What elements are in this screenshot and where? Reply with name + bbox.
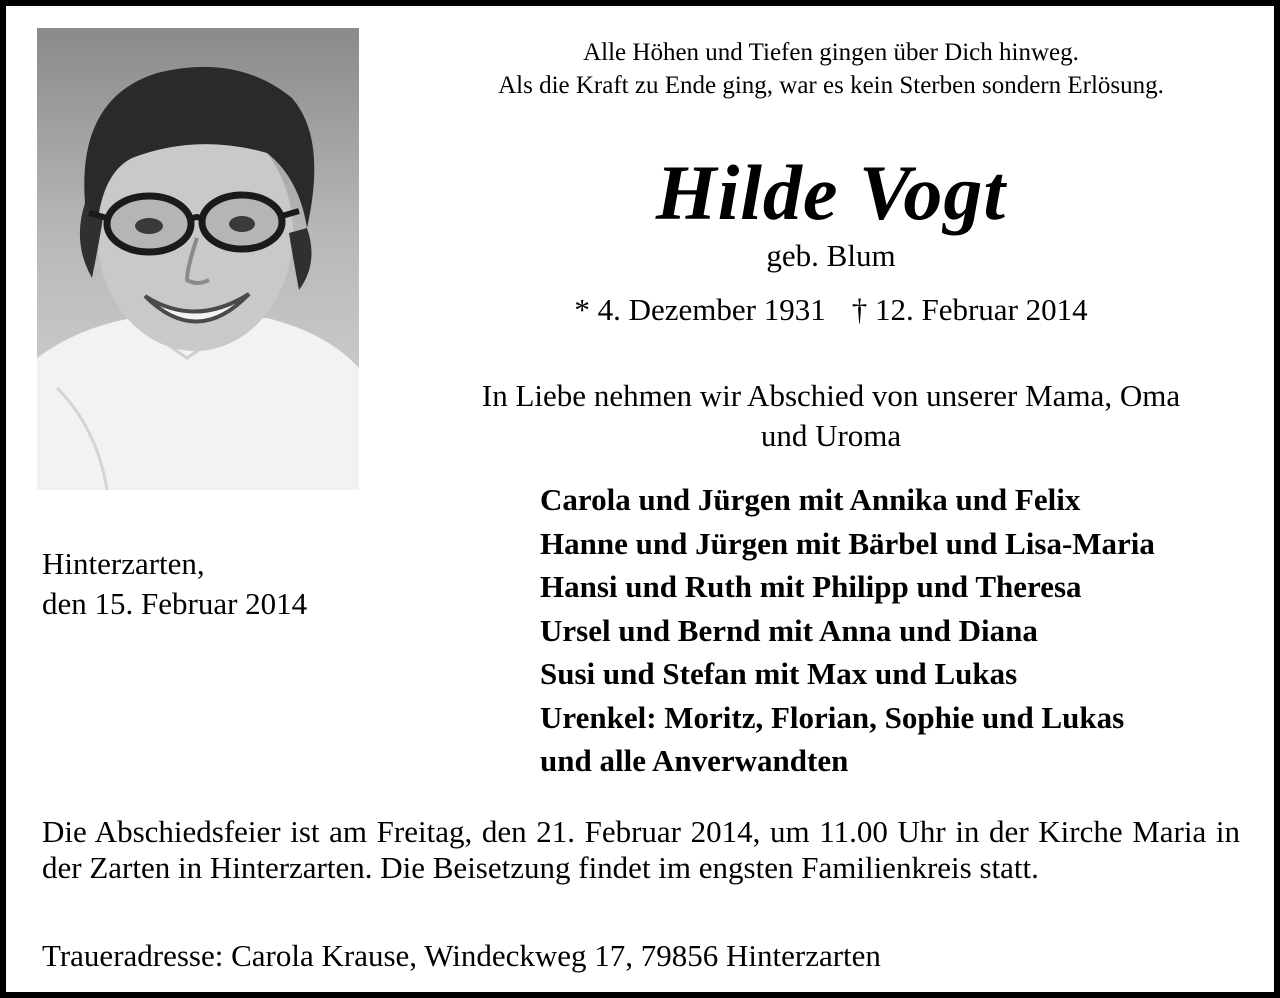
family-line: Susi und Stefan mit Max und Lukas [540,656,1018,691]
motto-line-1: Alle Höhen und Tiefen gingen über Dich hinweg. [583,39,1079,66]
place-and-date [42,544,402,624]
family-line: Hanne und Jürgen mit Bärbel und Lisa-Maria [540,525,1155,561]
place-line-2: den 15. Februar 2014 [42,586,308,621]
life-dates [436,292,1226,328]
farewell-text [426,376,1236,456]
farewell-line-2: und Uroma [760,418,902,453]
farewell-line-1: In Liebe nehmen wir Abschied von unserer Mama, Oma [481,378,1181,413]
portrait-illustration [37,28,359,490]
family-line: Urenkel: Moritz, Florian, Sophie und Lukas [540,699,1125,735]
family-line: und alle Anverwandten [540,743,849,778]
maiden-name: geb. Blum [766,238,896,273]
birth-date: * 4. Dezember 1931 [574,292,826,327]
family-line: Carola und Jürgen mit Annika und Felix [540,482,1081,517]
family-list [540,478,1260,783]
motto [436,36,1226,102]
family-line: Ursel und Bernd mit Anna und Diana [540,612,1038,648]
portrait-photo [37,28,359,490]
family-line: Hansi und Ruth mit Philipp und Theresa [540,569,1082,604]
place-line-1: Hinterzarten, [42,546,205,581]
ceremony-info: Die Abschiedsfeier ist am Freitag, den 21. Februar 2014, um 11.00 Uhr in der Kirche Maria in der Zarten in Hinterzarten. Die Beisetzung findet im engsten Familienkreis statt. [42,814,1240,885]
death-date: † 12. Februar 2014 [851,292,1088,327]
mourning-address: Traueradresse: Carola Krause, Windeckweg 17, 79856 Hinterzarten [42,938,881,973]
motto-line-2: Als die Kraft zu Ende ging, war es kein Sterben sondern Erlösung. [498,72,1164,99]
deceased-name: Hilde Vogt [655,149,1007,236]
